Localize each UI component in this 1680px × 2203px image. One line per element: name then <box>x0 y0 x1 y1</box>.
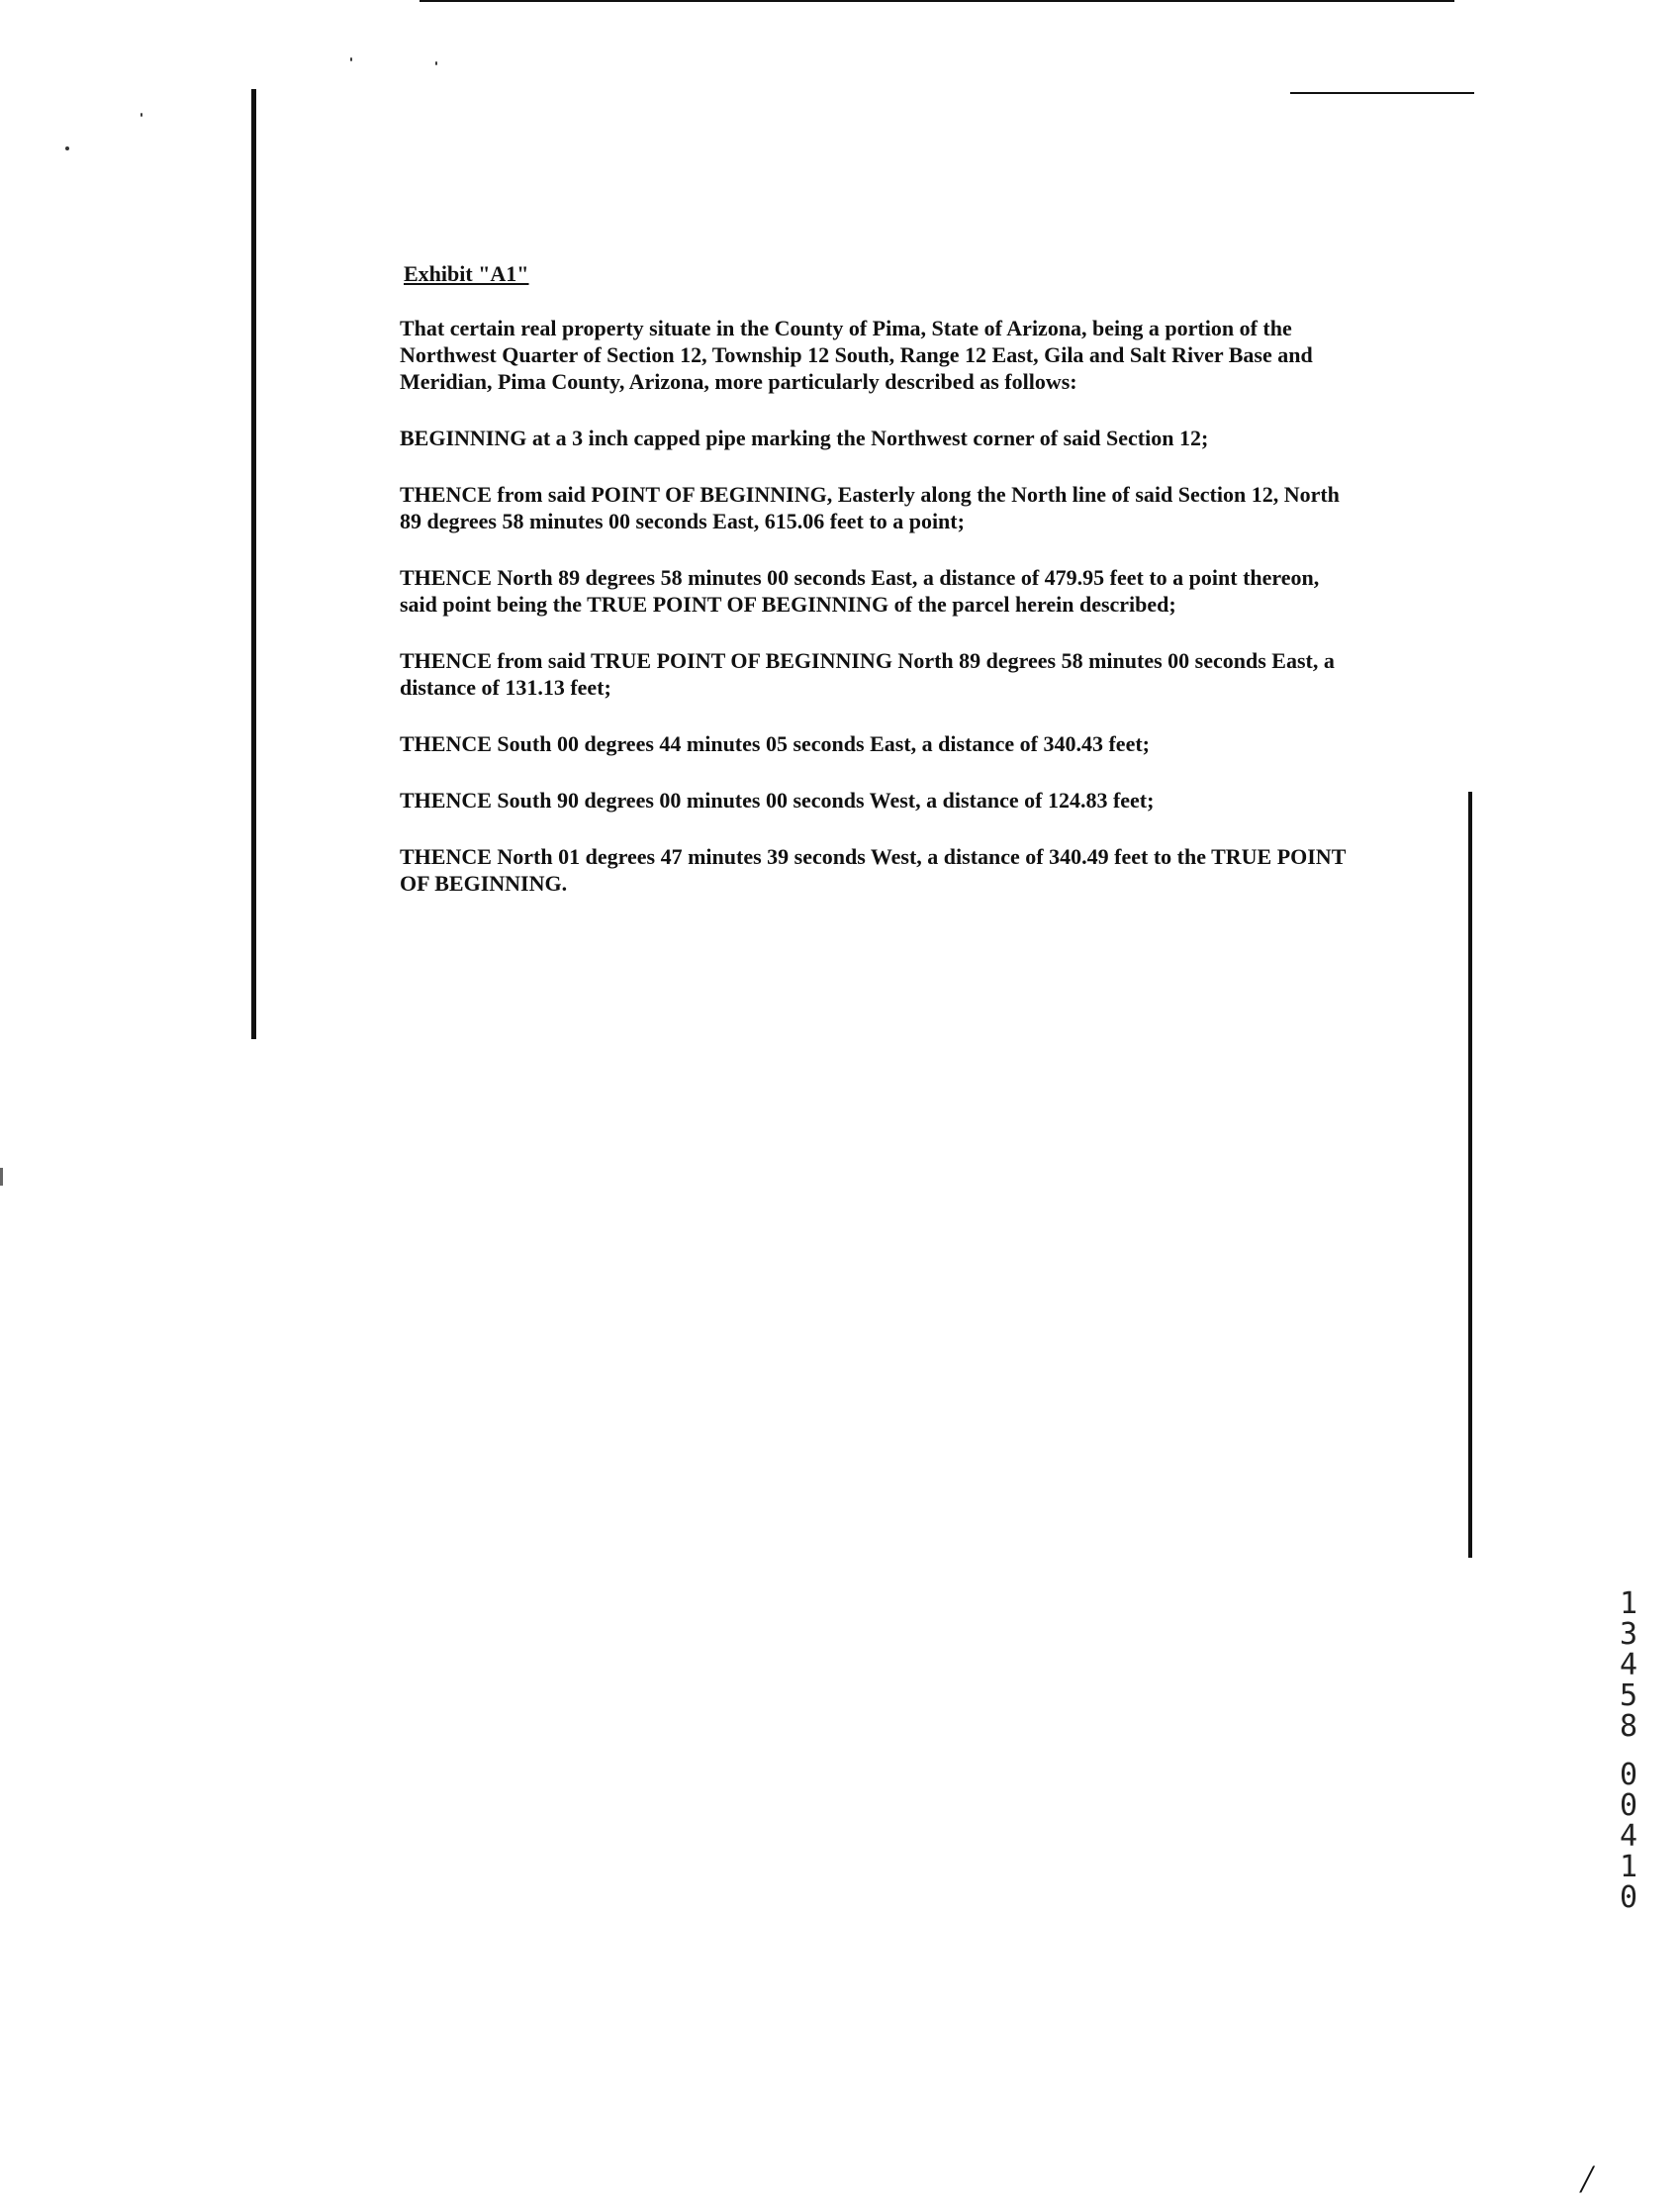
course-paragraph: THENCE from said TRUE POINT OF BEGINNING North 89 degrees 58 minutes 00 seconds East, a distance of 131.13 feet; <box>400 648 1335 700</box>
intro-paragraph: That certain real property situate in the County of Pima, State of Arizona, being a portion of the Northwest Quarter of Section 12, Township 12 South, Range 12 East, Gila and Salt River Base and Meridian, Pima County, Arizona, more particularly described as follows: <box>400 316 1313 394</box>
course-paragraph: THENCE North 89 degrees 58 minutes 00 seconds East, a distance of 479.95 feet to a point thereon, said point being the TRUE POINT OF BEGINNING of the parcel herein described; <box>400 565 1320 617</box>
stamp-digit: 3 <box>1619 1617 1638 1652</box>
course-paragraph: THENCE South 90 degrees 00 minutes 00 seconds West, a distance of 124.83 feet; <box>400 788 1155 813</box>
scan-speck <box>0 1168 3 1186</box>
stamp-digit: 8 <box>1619 1709 1638 1744</box>
page-mark: / <box>1581 2156 1593 2201</box>
stamp-digit: 0 <box>1619 1788 1638 1823</box>
exhibit-title: Exhibit "A1" <box>404 261 529 286</box>
stamp-digit: 4 <box>1619 1819 1638 1854</box>
course-paragraph: THENCE South 00 degrees 44 minutes 05 seconds East, a distance of 340.43 feet; <box>400 731 1150 756</box>
scan-top-edge-line <box>420 0 1454 2</box>
stamp-digit: 1 <box>1619 1586 1638 1621</box>
stamp-digit: 4 <box>1619 1648 1638 1682</box>
scan-right-margin-bar <box>1468 792 1472 1558</box>
scan-speck <box>140 113 142 117</box>
legal-description <box>400 259 1350 926</box>
scan-speck <box>435 61 437 65</box>
beginning-paragraph: BEGINNING at a 3 inch capped pipe marking the Northwest corner of said Section 12; <box>400 426 1209 450</box>
course-paragraph: THENCE from said POINT OF BEGINNING, Easterly along the North line of said Section 12, North 89 degrees 58 minutes 00 seconds East, 615.06 feet to a point; <box>400 482 1340 533</box>
stamp-digit: 0 <box>1619 1758 1638 1792</box>
stamp-digit: 0 <box>1619 1880 1638 1915</box>
stamp-digit: 1 <box>1619 1850 1638 1884</box>
scan-left-margin-bar <box>251 89 256 1039</box>
course-paragraph: THENCE North 01 degrees 47 minutes 39 seconds West, a distance of 340.49 feet to the TRUE POINT OF BEGINNING. <box>400 844 1346 896</box>
scan-speck <box>350 57 352 61</box>
scan-speck <box>65 146 69 150</box>
scan-top-right-rule <box>1290 92 1474 94</box>
document-number-stamp <box>1609 1588 1648 1913</box>
stamp-digit: 5 <box>1619 1678 1638 1713</box>
